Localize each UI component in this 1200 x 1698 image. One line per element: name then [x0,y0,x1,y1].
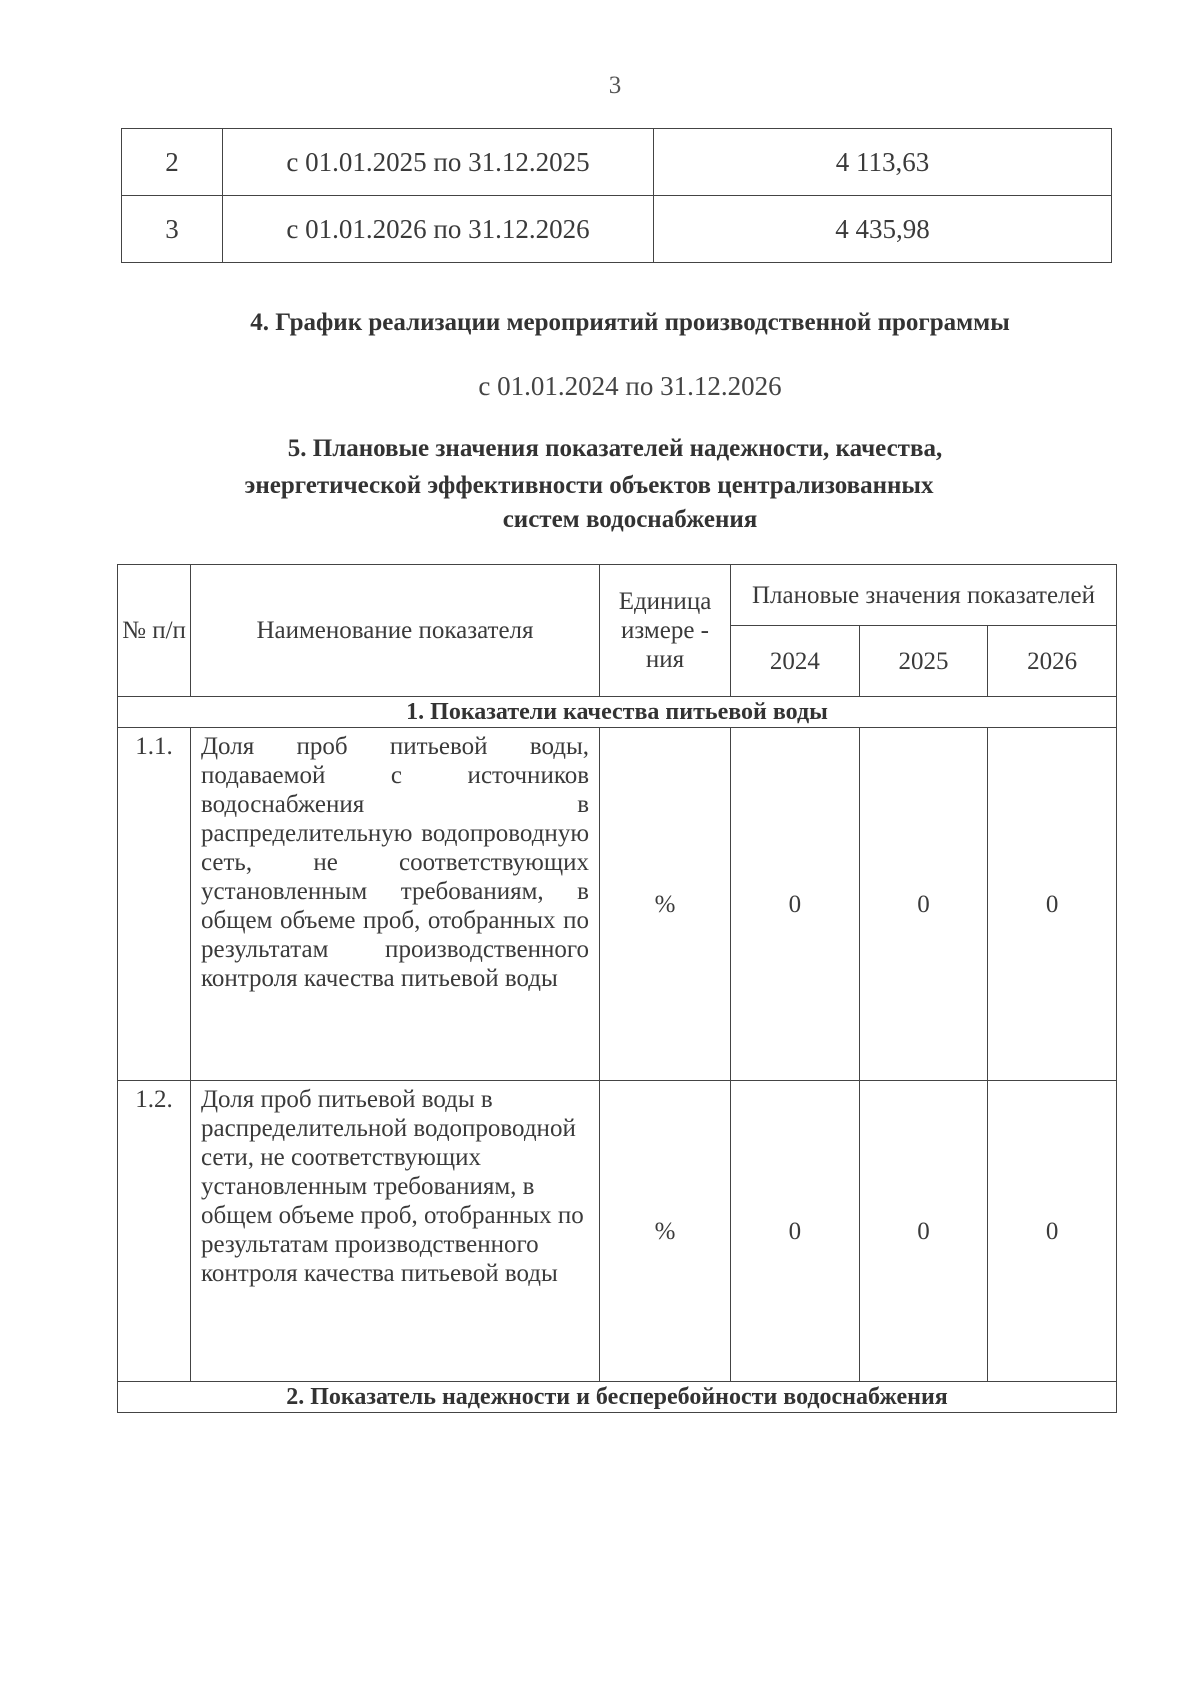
header-year: 2025 [859,626,988,697]
section-row [118,697,1117,728]
table-row [122,129,1112,196]
section4-title: 4. График реализации мероприятий производственной программы [250,309,1010,336]
row-number: 1.2. [118,1081,191,1382]
value-2025: 0 [859,1081,988,1382]
indicator-name: Доля проб питьевой воды, подаваемой с источников водоснабжения в распределительную водопроводную сеть, не соответствующих установленным требованиям, в общем объеме проб, отобранных по результатам производственного контроля качества питьевой воды [191,728,600,1081]
table-row [122,196,1112,263]
section5-title-line2: энергетической эффективности объектов централизованных [244,472,934,499]
value-2024: 0 [731,728,860,1081]
table-row [118,1081,1117,1382]
value-2026: 0 [988,1081,1117,1382]
header-num: № п/п [118,565,191,697]
section1-title: 1. Показатели качества питьевой воды [118,697,1117,728]
row-period: с 01.01.2025 по 31.12.2025 [223,129,654,196]
header-row [118,565,1117,626]
header-name: Наименование показателя [191,565,600,697]
row-period: с 01.01.2026 по 31.12.2026 [223,196,654,263]
section5-title-line3: систем водоснабжения [502,506,758,533]
row-value: 4 435,98 [654,196,1112,263]
value-2025: 0 [859,728,988,1081]
row-number: 2 [122,129,223,196]
tariff-table [121,128,1112,263]
row-value: 4 113,63 [654,129,1112,196]
indicator-name: Доля проб питьевой воды в распределительной водопроводной сети, не соответствующих установленным требованиям, в общем объеме проб, отобранных по результатам производственного контроля качества питьевой воды [191,1081,600,1382]
header-planned: Плановые значения показателей [731,565,1117,626]
row-number: 1.1. [118,728,191,1081]
row-number: 3 [122,196,223,263]
section-row [118,1382,1117,1413]
indicator-unit: % [600,1081,731,1382]
page-number: 3 [608,72,622,99]
section2-title: 2. Показатель надежности и бесперебойности водоснабжения [118,1382,1117,1413]
value-2024: 0 [731,1081,860,1382]
header-year: 2026 [988,626,1117,697]
table-row [118,728,1117,1081]
indicator-unit: % [600,728,731,1081]
section4-period: с 01.01.2024 по 31.12.2026 [478,371,782,401]
header-unit: Единица измере - ния [600,565,731,697]
value-2026: 0 [988,728,1117,1081]
section5-title-line1: 5. Плановые значения показателей надежности, качества, [287,435,943,462]
header-year: 2024 [731,626,860,697]
indicators-table [117,564,1117,1413]
